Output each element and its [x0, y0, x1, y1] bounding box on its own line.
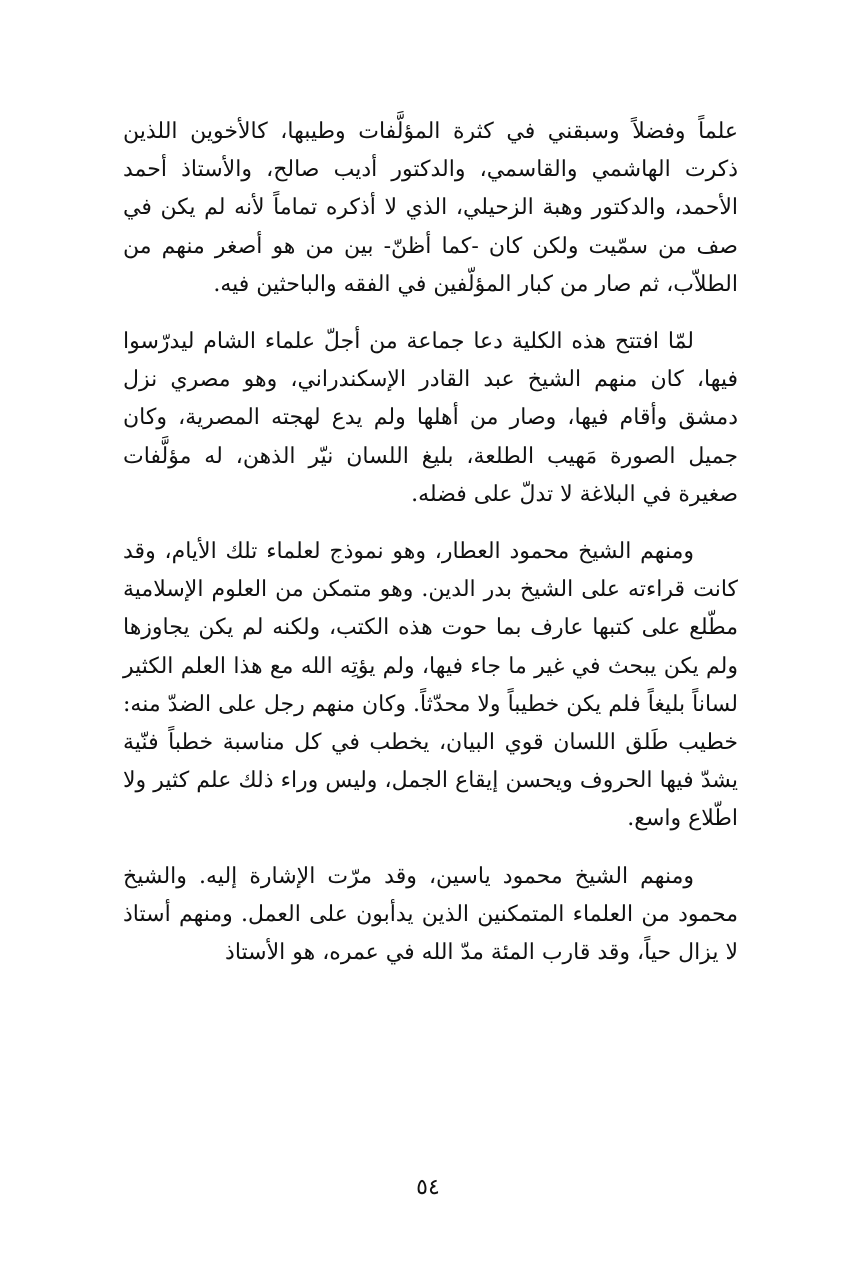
- paragraph-2: لمّا افتتح هذه الكلية دعا جماعة من أجلّ علماء الشام ليدرّسوا فيها، كان منهم الشيخ عبد القادر الإسكندراني، وهو مصري نزل دمشق وأقام فيها، وصار من أهلها ولم يدع لهجته المصرية، وكان جميل الصورة مَهيب الطلعة، بليغ اللسان نيّر الذهن، له مؤلَّفات صغيرة في البلاغة لا تدلّ على فضله.: [123, 329, 738, 507]
- paragraph-1: علماً وفضلاً وسبقني في كثرة المؤلَّفات وطيبها، كالأخوين اللذين ذكرت الهاشمي والقاسمي، والدكتور أديب صالح، والأستاذ أحمد الأحمد، والدكتور وهبة الزحيلي، الذي لا أذكره تماماً لأنه لم يكن في صف من سمّيت ولكن كان -كما أظنّ- بين من هو أصغر منهم من الطلاّب، ثم صار من كبار المؤلّفين في الفقه والباحثين فيه.: [123, 119, 738, 297]
- page-number: ٥٤: [416, 1175, 440, 1200]
- paragraph-3: ومنهم الشيخ محمود العطار، وهو نموذج لعلماء تلك الأيام، وقد كانت قراءته على الشيخ بدر الدين. وهو متمكن من العلوم الإسلامية مطّلع على كتبها عارف بما حوت هذه الكتب، ولكنه لم يكن يجاوزها ولم يكن يبحث في غير ما جاء فيها، ولم يؤتِه الله مع هذا العلم الكثير لساناً بليغاً فلم يكن خطيباً ولا محدّثاً. وكان منهم رجل على الضدّ منه: خطيب طَلق اللسان قوي البيان، يخطب في كل مناسبة خطباً فنّية يشدّ فيها الحروف ويحسن إيقاع الجمل، وليس وراء ذلك علم كثير ولا اطّلاع واسع.: [123, 539, 738, 832]
- body-text: [123, 113, 738, 972]
- paragraph-4: ومنهم الشيخ محمود ياسين، وقد مرّت الإشارة إليه. والشيخ محمود من العلماء المتمكنين الذين يدأبون على العمل. ومنهم أستاذ لا يزال حياً، وقد قارب المئة مدّ الله في عمره، هو الأستاذ: [123, 863, 738, 966]
